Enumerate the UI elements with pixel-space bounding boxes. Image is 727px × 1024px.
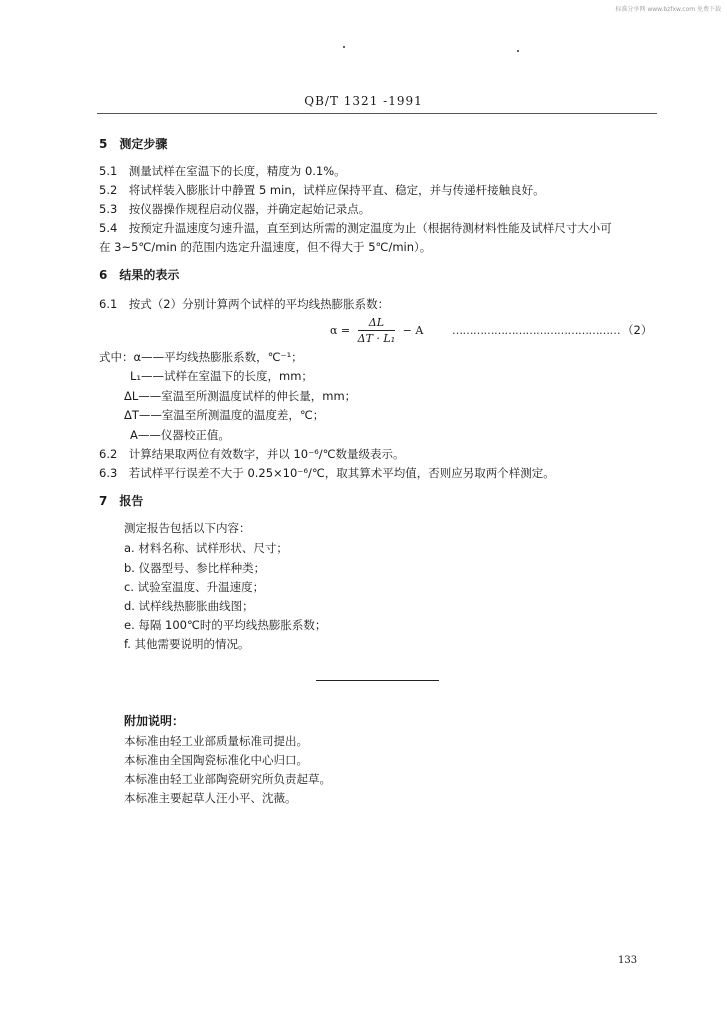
appendix-line: 本标准主要起草人汪小平、沈薇。 <box>124 791 297 805</box>
report-item-d: d. 试样线热膨胀曲线图； <box>124 599 254 613</box>
report-intro: 测定报告包括以下内容： <box>124 521 251 535</box>
section-7-heading: 7 报告 <box>99 494 144 508</box>
page-number: 133 <box>618 955 638 966</box>
where-alpha: 式中：α——平均线热膨胀系数，℃⁻¹； <box>99 350 303 364</box>
clause-5-2: 5.2 将试样装入膨胀计中静置 5 min，试样应保持平直、稳定，并与传递杆接触良好。 <box>99 183 545 197</box>
where-delta-t: ΔT——室温至所测温度的温度差，℃； <box>124 408 325 422</box>
appendix-heading: 附加说明： <box>124 714 185 728</box>
formula-leader: ………………………………………… <box>452 324 620 337</box>
report-item-a: a. 材料名称、试样形状、尺寸； <box>124 541 288 555</box>
scan-speck <box>343 46 345 48</box>
clause-5-4-continued: 在 3~5℃/min 的范围内选定升温速度，但不得大于 5℃/min）。 <box>99 240 432 254</box>
watermark: 标准分享网 www.bzfxw.com 免费下载 <box>615 6 721 13</box>
formula-denominator: ΔT · L₁ <box>357 332 396 345</box>
standard-code-header: QB/T 1321 -1991 <box>304 94 423 108</box>
report-item-b: b. 仪器型号、参比样种类； <box>124 561 266 575</box>
end-separator-line <box>316 680 439 681</box>
formula-2 <box>330 316 423 345</box>
formula-lhs: α = <box>330 324 351 337</box>
scan-speck <box>517 50 519 52</box>
clause-5-1: 5.1 测量试样在室温下的长度，精度为 0.1%。 <box>99 164 346 178</box>
clause-5-4: 5.4 按预定升温速度匀速升温，直至到达所需的测定温度为止（根据待测材料性能及试样尺寸大小可 <box>99 221 612 235</box>
formula-tail: − A <box>402 324 424 337</box>
formula-fraction <box>358 316 396 345</box>
appendix-line: 本标准由轻工业部质量标准司提出。 <box>124 734 308 748</box>
section-5-heading: 5 测定步骤 <box>99 137 168 151</box>
report-item-e: e. 每隔 100℃时的平均线热膨胀系数； <box>124 618 327 632</box>
report-item-f: f. 其他需要说明的情况。 <box>124 637 250 651</box>
where-l1: L₁——试样在室温下的长度，mm； <box>130 369 313 383</box>
where-delta-l: ΔL——室温至所测温度试样的伸长量，mm； <box>124 389 357 403</box>
clause-6-1: 6.1 按式（2）分别计算两个试样的平均线热膨胀系数： <box>99 297 390 311</box>
where-a: A——仪器校正值。 <box>130 428 230 442</box>
section-6-heading: 6 结果的表示 <box>99 268 180 282</box>
formula-number: （2） <box>622 323 653 337</box>
appendix-line: 本标准由轻工业部陶瓷研究所负责起草。 <box>124 772 331 786</box>
report-item-c: c. 试验室温度、升温速度； <box>124 580 265 594</box>
header-rule <box>97 113 657 114</box>
clause-6-2: 6.2 计算结果取两位有效数字，并以 10⁻⁶/℃数量级表示。 <box>99 447 405 461</box>
appendix-line: 本标准由全国陶瓷标准化中心归口。 <box>124 753 308 767</box>
clause-5-3: 5.3 按仪器操作规程启动仪器，并确定起始记录点。 <box>99 202 371 216</box>
clause-6-3: 6.3 若试样平行误差不大于 0.25×10⁻⁶/℃，取其算术平均值，否则应另取两个样测定。 <box>99 466 555 480</box>
formula-numerator: ΔL <box>358 316 396 331</box>
